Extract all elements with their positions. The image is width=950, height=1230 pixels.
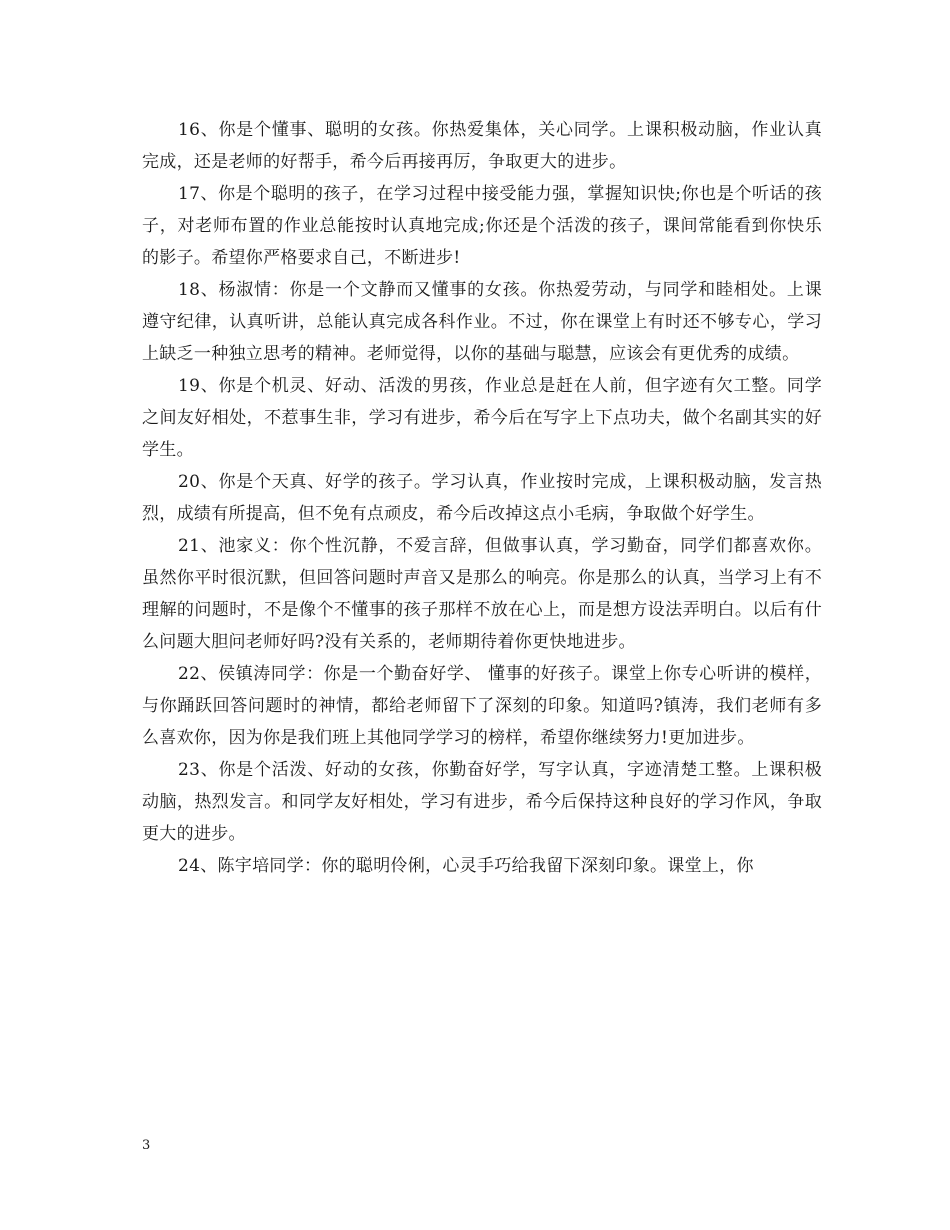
comment-paragraph-17: 17、你是个聪明的孩子，在学习过程中接受能力强，掌握知识快;你也是个听话的孩子，对老师布置的作业总能按时认真地完成;你还是个活泼的孩子，课间常能看到你快乐的影子。希望你严格要求自己，不断进步! xyxy=(142,184,822,268)
comment-paragraph-24: 24、陈宇培同学：你的聪明伶俐，心灵手巧给我留下深刻印象。课堂上，你 xyxy=(178,856,754,876)
comment-paragraph-22: 22、侯镇涛同学：你是一个勤奋好学、 懂事的好孩子。课堂上你专心听讲的模样，与你踊跃回答问题时的神情，都给老师留下了深刻的印象。知道吗?镇涛，我们老师有多么喜欢你，因为你是我们班上其他同学学习的榜样，希望你继续努力!更加进步。 xyxy=(142,664,822,748)
document-body xyxy=(142,114,822,882)
comment-paragraph-18: 18、杨淑情：你是一个文静而又懂事的女孩。你热爱劳动，与同学和睦相处。上课遵守纪律，认真听讲，总能认真完成各科作业。不过，你在课堂上有时还不够专心，学习上缺乏一种独立思考的精神。老师觉得，以你的基础与聪慧，应该会有更优秀的成绩。 xyxy=(142,280,822,364)
comment-paragraph-16: 16、你是个懂事、聪明的女孩。你热爱集体，关心同学。上课积极动脑，作业认真完成，还是老师的好帮手，希今后再接再厉，争取更大的进步。 xyxy=(142,120,822,172)
page-number: 3 xyxy=(142,1138,151,1153)
comment-paragraph-23: 23、你是个活泼、好动的女孩，你勤奋好学，写字认真，字迹清楚工整。上课积极动脑，热烈发言。和同学友好相处，学习有进步，希今后保持这种良好的学习作风，争取更大的进步。 xyxy=(142,760,822,844)
comment-paragraph-19: 19、你是个机灵、好动、活泼的男孩，作业总是赶在人前，但字迹有欠工整。同学之间友好相处，不惹事生非，学习有进步，希今后在写字上下点功夫，做个名副其实的好学生。 xyxy=(142,376,822,460)
comment-paragraph-21: 21、池家义：你个性沉静，不爱言辞，但做事认真，学习勤奋，同学们都喜欢你。虽然你平时很沉默，但回答问题时声音又是那么的响亮。你是那么的认真，当学习上有不理解的问题时，不是像个不懂事的孩子那样不放在心上，而是想方设法弄明白。以后有什么问题大胆问老师好吗?没有关系的，老师期待着你更快地进步。 xyxy=(142,536,822,652)
comment-paragraph-20: 20、你是个天真、好学的孩子。学习认真，作业按时完成，上课积极动脑，发言热烈，成绩有所提高，但不免有点顽皮，希今后改掉这点小毛病，争取做个好学生。 xyxy=(142,472,822,524)
